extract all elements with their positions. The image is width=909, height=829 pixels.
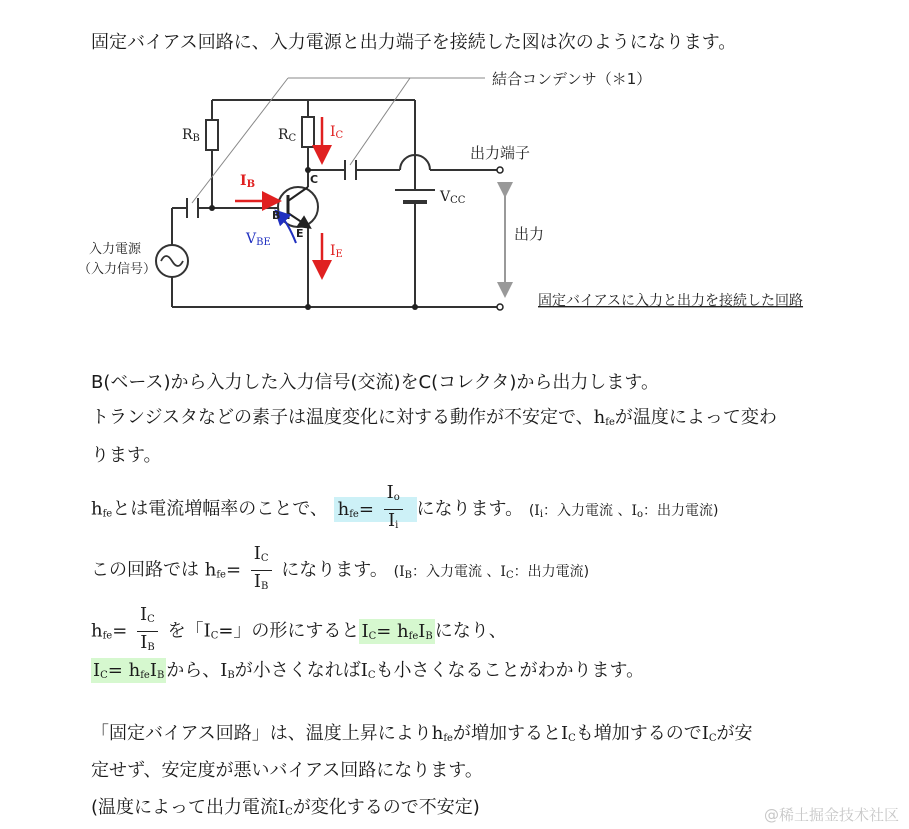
line-hfe-definition: $h_{fe}$とは電流増幅率のことで、 $h_{fe}=$ $\frac{I_o}{I_i}$ になります。 ($I_i$：入力電流 、$I_o$：出力電流)	[91, 482, 719, 537]
coupling-caption: 結合コンデンサ（＊1）	[492, 70, 652, 88]
line-rearrange: $h_{fe}=$ $\frac{I_C}{I_B}$ を「$I_C=$」の形にすると $I_C= h_{fe}I_B$ になり、	[91, 604, 507, 659]
vcc-label: VCC	[440, 189, 466, 206]
source-label-1: 入力電源	[89, 242, 142, 257]
ic-formula-highlight-2: $I_C= h_{fe}I_B$	[93, 660, 165, 681]
pin-e-label: E	[296, 227, 304, 240]
fraction-io-ii: $\frac{I_o}{I_i}$	[384, 482, 403, 537]
circuit-diagram	[60, 55, 880, 325]
para-3: ります。	[91, 445, 162, 466]
ac-source-icon	[156, 245, 188, 277]
rc-label: RC	[278, 127, 297, 144]
fraction-ic-ib-2: $\frac{I_C}{I_B}$	[137, 604, 158, 659]
intro-text: 固定バイアス回路に、入力電源と出力端子を接続した図は次のようになります。	[91, 32, 737, 53]
pin-c-label: C	[310, 173, 319, 186]
para-1: B(ベース)から入力した入力信号(交流)をC(コレクタ)から出力します。	[91, 372, 659, 393]
vbe-label: VBE	[246, 231, 271, 248]
output-label: 出力	[514, 225, 545, 243]
line-circuit-hfe: この回路では $h_{fe}=$ $\frac{I_C}{I_B}$ になります。 ($I_B$：入力電流 、$I_C$：出力電流)	[91, 543, 589, 598]
resistor-rc	[302, 117, 314, 147]
ic-label: IC	[330, 124, 344, 141]
resistor-rb	[206, 120, 218, 150]
rb-label: RB	[182, 127, 200, 144]
fraction-ic-ib: $\frac{I_C}{I_B}$	[251, 543, 272, 598]
diagram-caption: 固定バイアスに入力と出力を接続した回路	[538, 293, 804, 309]
ie-label: IE	[330, 243, 343, 260]
line-conclusion: $I_C= h_{fe}I_B$ から、$I_B$が小さくなれば$I_C$も小さくなることがわかります。	[93, 660, 645, 681]
ic-formula-highlight: $I_C= h_{fe}I_B$	[361, 620, 433, 642]
output-terminal-label: 出力端子	[470, 144, 531, 162]
para-fixed-bias-3: (温度によって出力電流$I_C$が変化するので不安定)	[91, 797, 480, 818]
para-fixed-bias-1: 「固定バイアス回路」は、温度上昇により$h_{fe}$が増加すると$I_C$も増加するので$I_C$が安	[91, 723, 753, 744]
ib-label: IB	[240, 173, 256, 190]
para-fixed-bias-2: 定せず、安定度が悪いバイアス回路になります。	[91, 760, 483, 781]
hfe-formula: $h_{fe}=$ $\frac{I_o}{I_i}$	[334, 497, 417, 522]
watermark: @稀土掘金技术社区	[763, 806, 899, 824]
para-2: トランジスタなどの素子は温度変化に対する動作が不安定で、$h_{fe}$が温度によって変わ	[91, 407, 777, 428]
source-label-2: （入力信号）	[78, 262, 157, 277]
pin-b-label: B	[272, 209, 281, 222]
